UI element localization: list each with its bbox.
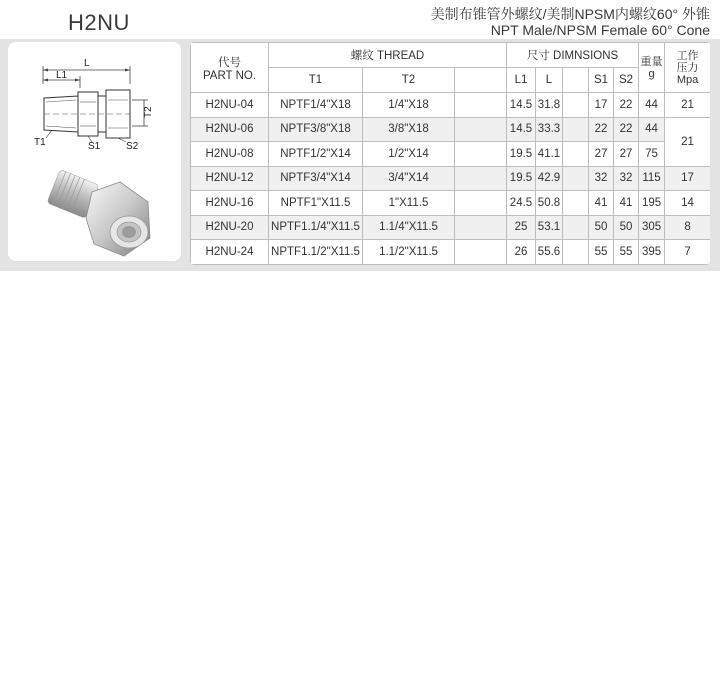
cell-part: H2NU-04: [191, 93, 269, 118]
cell-t1: NPTF1/2"X14: [269, 142, 363, 167]
cell-weight: 395: [639, 240, 665, 265]
cell-blank: [563, 166, 589, 191]
cell-l1: 19.5: [507, 166, 536, 191]
cell-l: 31.8: [536, 93, 563, 118]
header-pressure: [665, 43, 710, 93]
cell-l1: 24.5: [507, 191, 536, 216]
header-dim-blank: [563, 68, 589, 93]
cell-weight: 305: [639, 215, 665, 240]
label-t2: T2: [143, 106, 154, 118]
cell-part: H2NU-12: [191, 166, 269, 191]
cell-blank: [563, 240, 589, 265]
cell-l: 53.1: [536, 215, 563, 240]
cell-s2: 27: [614, 142, 639, 167]
cell-pressure: 7: [665, 240, 710, 265]
cell-weight: 195: [639, 191, 665, 216]
header: [0, 0, 720, 38]
cell-l1: 26: [507, 240, 536, 265]
product-code: H2NU: [68, 10, 130, 35]
header-thread: 螺纹 THREAD: [269, 43, 507, 68]
table-row: [191, 142, 711, 167]
cell-t2: 3/8"X18: [363, 117, 455, 142]
cell-blank: [455, 93, 507, 118]
cell-t2: 1/4"X18: [363, 93, 455, 118]
header-part-en: PART NO.: [202, 69, 257, 82]
table-row: [191, 191, 711, 216]
cell-blank: [455, 142, 507, 167]
image-panel: [8, 42, 181, 261]
cell-s1: 41: [589, 191, 614, 216]
header-s2: S2: [614, 68, 639, 93]
cell-t1: NPTF3/4"X14: [269, 166, 363, 191]
cell-blank: [563, 215, 589, 240]
header-l1: L1: [507, 68, 536, 93]
cell-l1: 19.5: [507, 142, 536, 167]
cell-s1: 50: [589, 215, 614, 240]
label-l: L: [84, 58, 90, 69]
cell-s1: 27: [589, 142, 614, 167]
cell-weight: 44: [639, 117, 665, 142]
label-s1: S1: [88, 141, 101, 152]
header-pressure-cn2: 压力: [676, 61, 699, 74]
cell-s2: 22: [614, 117, 639, 142]
cell-s2: 22: [614, 93, 639, 118]
header-l: L: [536, 68, 563, 93]
technical-drawing: [8, 42, 181, 261]
cell-weight: 44: [639, 93, 665, 118]
table-row: [191, 215, 711, 240]
cell-l1: 14.5: [507, 93, 536, 118]
header-weight-cn: 重量: [640, 55, 663, 68]
cell-blank: [455, 117, 507, 142]
description-en: NPT Male/NPSM Female 60° Cone: [490, 22, 710, 38]
cell-part: H2NU-16: [191, 191, 269, 216]
header-weight: [639, 43, 665, 93]
cell-s2: 55: [614, 240, 639, 265]
spec-table-container: [190, 42, 710, 265]
spec-table: [190, 42, 710, 265]
cell-t2: 1.1/2"X11.5: [363, 240, 455, 265]
cell-part: H2NU-20: [191, 215, 269, 240]
cell-s1: 32: [589, 166, 614, 191]
cell-l: 33.3: [536, 117, 563, 142]
header-weight-unit: g: [648, 67, 655, 80]
cell-blank: [455, 240, 507, 265]
header-pressure-unit: Mpa: [676, 73, 699, 86]
cell-blank: [563, 142, 589, 167]
cell-pressure: 21: [665, 93, 710, 118]
cell-t1: NPTF1.1/4"X11.5: [269, 215, 363, 240]
cell-blank: [455, 166, 507, 191]
table-row: [191, 166, 711, 191]
cell-part: H2NU-08: [191, 142, 269, 167]
cell-blank: [563, 93, 589, 118]
cell-pressure: 14: [665, 191, 710, 216]
table-row: [191, 93, 711, 118]
table-row: [191, 117, 711, 142]
cell-t2: 1"X11.5: [363, 191, 455, 216]
cell-t1: NPTF3/8"X18: [269, 117, 363, 142]
cell-t2: 1/2"X14: [363, 142, 455, 167]
header-s1: S1: [589, 68, 614, 93]
cell-t1: NPTF1/4"X18: [269, 93, 363, 118]
cell-l: 55.6: [536, 240, 563, 265]
cell-s2: 50: [614, 215, 639, 240]
header-dimensions: 尺寸 DIMNSIONS: [507, 43, 639, 68]
cell-pressure: 17: [665, 166, 710, 191]
header-thread-blank: [455, 68, 507, 93]
cell-s1: 17: [589, 93, 614, 118]
cell-blank: [455, 215, 507, 240]
cell-weight: 115: [639, 166, 665, 191]
cell-l: 50.8: [536, 191, 563, 216]
cell-blank: [563, 117, 589, 142]
product-description: [431, 6, 710, 38]
table-row: [191, 240, 711, 265]
header-t2: T2: [363, 68, 455, 93]
description-cn: 美制布锥管外螺纹/美制NPSM内螺纹60° 外锥: [430, 6, 710, 22]
cell-part: H2NU-24: [191, 240, 269, 265]
cell-t2: 1.1/4"X11.5: [363, 215, 455, 240]
cell-l1: 14.5: [507, 117, 536, 142]
cell-weight: 75: [639, 142, 665, 167]
cell-blank: [563, 191, 589, 216]
header-part-no: [191, 43, 269, 93]
cell-t2: 3/4"X14: [363, 166, 455, 191]
product-photo: [47, 169, 150, 256]
cell-part: H2NU-06: [191, 117, 269, 142]
cell-l: 41.1: [536, 142, 563, 167]
cell-pressure: 8: [665, 215, 710, 240]
cell-l: 42.9: [536, 166, 563, 191]
header-t1: T1: [269, 68, 363, 93]
label-t1: T1: [34, 137, 46, 148]
cell-s1: 22: [589, 117, 614, 142]
header-part-cn: 代号: [218, 56, 241, 69]
cell-blank: [455, 191, 507, 216]
cell-t1: NPTF1.1/2"X11.5: [269, 240, 363, 265]
cell-s2: 41: [614, 191, 639, 216]
cell-l1: 25: [507, 215, 536, 240]
label-l1: L1: [56, 70, 68, 81]
cell-s2: 32: [614, 166, 639, 191]
cell-s1: 55: [589, 240, 614, 265]
header-pressure-cn1: 工作: [676, 49, 699, 62]
label-s2: S2: [126, 141, 139, 152]
cell-pressure: 21: [665, 117, 710, 166]
cell-t1: NPTF1"X11.5: [269, 191, 363, 216]
